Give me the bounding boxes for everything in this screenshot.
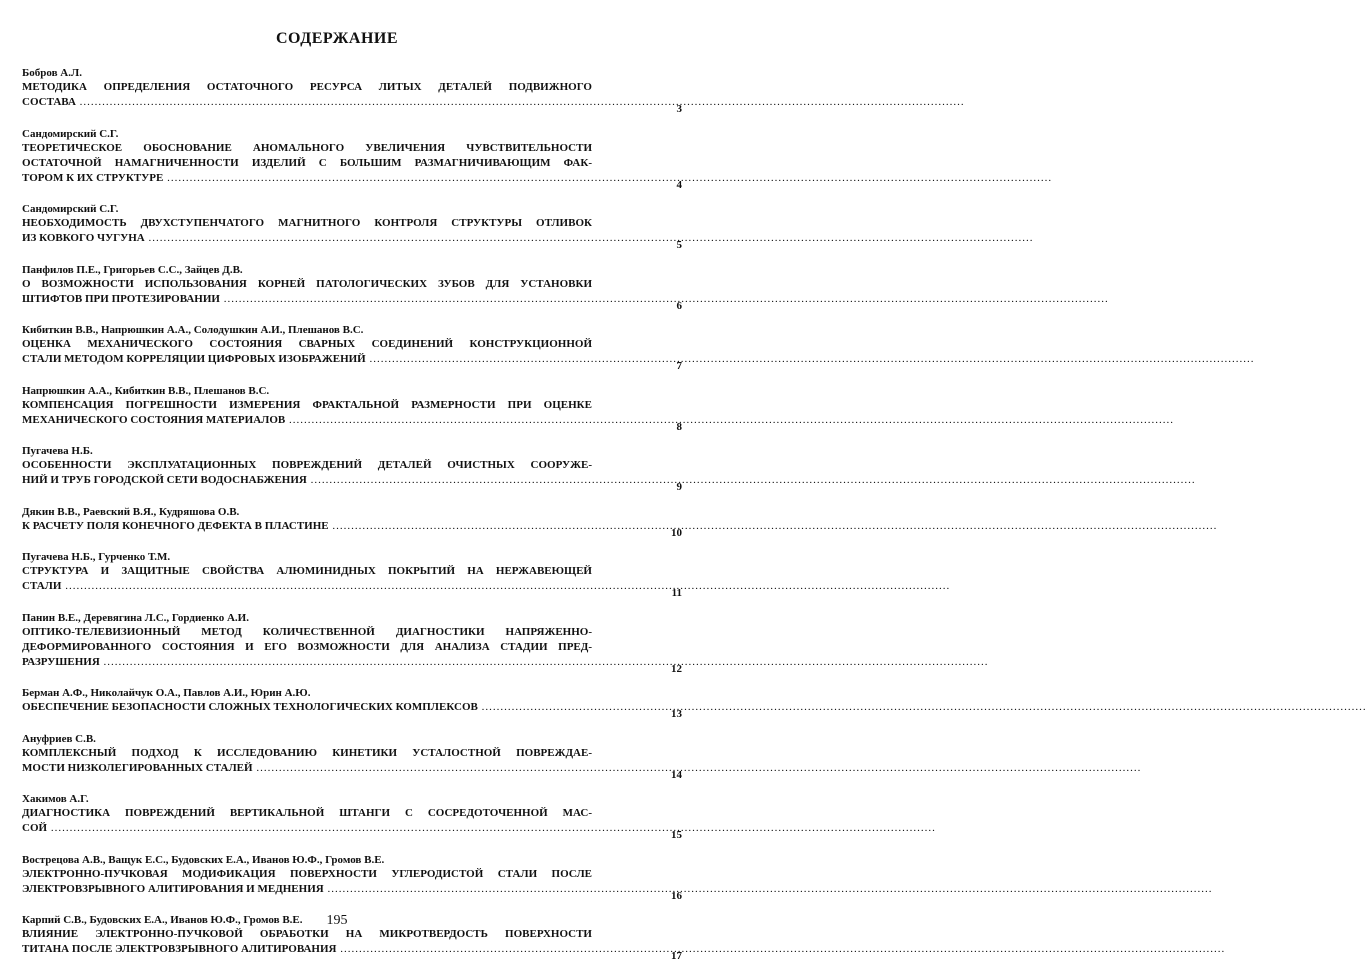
toc-entry-page-number: 3 — [676, 103, 682, 115]
toc-entry-title-line: СТРУКТУРА И ЗАЩИТНЫЕ СВОЙСТВА АЛЮМИНИДНЫХ ПОКРЫТИЙ НА НЕРЖАВЕЮЩЕЙ — [22, 565, 592, 577]
toc-entry-authors: Вострецова А.В., Ващук Е.С., Будовских Е.А., Иванов Ю.Ф., Громов В.Е. — [22, 853, 385, 866]
toc-entry-authors: Берман А.Ф., Николайчук О.А., Павлов А.И., Юрин А.Ю. — [22, 687, 311, 699]
page-number-footer: 195 — [326, 913, 348, 928]
toc-entry-title-line: ОСТАТОЧНОЙ НАМАГНИЧЕННОСТИ ИЗДЕЛИЙ С БОЛЬШИМ РАЗМАГНИЧИВАЮЩИМ ФАК- — [22, 156, 592, 169]
toc-entry-title-line: ВЛИЯНИЕ ЭЛЕКТРОННО-ПУЧКОВОЙ ОБРАБОТКИ НА МИКРОТВЕРДОСТЬ ПОВЕРХНОСТИ — [22, 928, 592, 940]
toc-list — [22, 66, 682, 974]
toc-entry-page-number: 11 — [671, 587, 682, 599]
toc-entry-title-line: СТАЛИ ..... — [22, 579, 592, 594]
toc-entry-authors: Ануфриев С.В. — [22, 732, 96, 745]
toc-entry-title-line: СОЙ ..... — [22, 821, 592, 836]
toc-entry-title-line: ОСОБЕННОСТИ ЭКСПЛУАТАЦИОННЫХ ПОВРЕЖДЕНИЙ ДЕТАЛЕЙ ОЧИСТНЫХ СООРУЖЕ- — [22, 459, 592, 471]
toc-entry-authors: Карпий С.В., Будовских Е.А., Иванов Ю.Ф., Громов В.Е. — [22, 914, 303, 926]
toc-entry-title-line: ДЕФОРМИРОВАННОГО СОСТОЯНИЯ И ЕГО ВОЗМОЖНОСТИ ДЛЯ АНАЛИЗА СТАДИИ ПРЕД- — [22, 640, 592, 653]
toc-entry-page-number: 4 — [676, 178, 682, 191]
toc-entry-page-number: 12 — [671, 662, 682, 675]
toc-entry-page-number: 13 — [671, 708, 682, 720]
toc-entry-title-line: НЕОБХОДИМОСТЬ ДВУХСТУПЕНЧАТОГО МАГНИТНОГО КОНТРОЛЯ СТРУКТУРЫ ОТЛИВОК — [22, 217, 592, 229]
toc-entry — [22, 550, 682, 599]
toc-entry — [22, 384, 682, 433]
toc-entry-page-number: 10 — [671, 526, 682, 539]
toc-entry-authors: Кибиткин В.В., Напрюшкин А.А., Солодушкин А.И., Плешанов В.С. — [22, 324, 364, 336]
toc-entry-authors: Сандомирский С.Г. — [22, 127, 119, 140]
toc-entry — [22, 732, 682, 781]
toc-entry — [22, 686, 682, 720]
toc-entry-authors: Панин В.Е., Деревягина Л.С., Гордиенко А.И. — [22, 611, 249, 624]
toc-entry-page-number: 6 — [676, 299, 682, 312]
toc-entry-title-line: ТОРОМ К ИХ СТРУКТУРЕ ..... — [22, 171, 592, 186]
toc-entry — [22, 792, 682, 841]
toc-entry-title-line: МЕТОДИКА ОПРЕДЕЛЕНИЯ ОСТАТОЧНОГО РЕСУРСА ЛИТЫХ ДЕТАЛЕЙ ПОДВИЖНОГО — [22, 81, 592, 93]
toc-entry-title-line: О ВОЗМОЖНОСТИ ИСПОЛЬЗОВАНИЯ КОРНЕЙ ПАТОЛОГИЧЕСКИХ ЗУБОВ ДЛЯ УСТАНОВКИ — [22, 277, 592, 290]
toc-entry-authors: Пугачева Н.Б., Гурченко Т.М. — [22, 551, 171, 563]
toc-entry-title-line: СТАЛИ МЕТОДОМ КОРРЕЛЯЦИИ ЦИФРОВЫХ ИЗОБРАЖЕНИЙ ..... — [22, 352, 592, 367]
toc-entry-page-number: 7 — [676, 360, 682, 372]
toc-entry-authors: Бобров А.Л. — [22, 67, 82, 79]
toc-entry — [22, 323, 682, 372]
toc-entry-title-line: СОСТАВА ..... — [22, 95, 592, 110]
toc-entry-page-number: 5 — [676, 239, 682, 251]
toc-entry-title-line: ШТИФТОВ ПРИ ПРОТЕЗИРОВАНИИ ..... — [22, 292, 592, 307]
toc-entry-title-line: РАЗРУШЕНИЯ ..... — [22, 655, 592, 670]
toc-entry-page-number: 14 — [671, 768, 682, 781]
toc-entry — [22, 444, 682, 493]
toc-entry-title-line: КОМПЛЕКСНЫЙ ПОДХОД К ИССЛЕДОВАНИЮ КИНЕТИКИ УСТАЛОСТНОЙ ПОВРЕЖДАЕ- — [22, 746, 592, 759]
toc-entry-title-line: МОСТИ НИЗКОЛЕГИРОВАННЫХ СТАЛЕЙ ..... — [22, 761, 592, 776]
toc-entry-title-line: К РАСЧЕТУ ПОЛЯ КОНЕЧНОГО ДЕФЕКТА В ПЛАСТИНЕ ..... — [22, 519, 592, 534]
toc-entry — [22, 853, 682, 902]
toc-entry-authors: Хакимов А.Г. — [22, 793, 89, 805]
toc-entry-authors: Панфилов П.Е., Григорьев С.С., Зайцев Д.В. — [22, 263, 243, 276]
toc-entry-page-number: 9 — [676, 481, 682, 493]
document-page — [0, 0, 682, 962]
toc-entry — [22, 202, 682, 251]
toc-entry — [22, 505, 682, 539]
toc-entry-title-line: НИЙ И ТРУБ ГОРОДСКОЙ СЕТИ ВОДОСНАБЖЕНИЯ ..... — [22, 473, 592, 488]
toc-entry-authors: Пугачева Н.Б. — [22, 445, 93, 457]
toc-entry-title-line: КОМПЕНСАЦИЯ ПОГРЕШНОСТИ ИЗМЕРЕНИЯ ФРАКТАЛЬНОЙ РАЗМЕРНОСТИ ПРИ ОЦЕНКЕ — [22, 398, 592, 411]
toc-entry-title-line: МЕХАНИЧЕСКОГО СОСТОЯНИЯ МАТЕРИАЛОВ ..... — [22, 413, 592, 428]
toc-entry — [22, 66, 682, 115]
toc-entry-page-number: 16 — [671, 889, 682, 902]
toc-entry-authors: Сандомирский С.Г. — [22, 203, 119, 215]
toc-entry — [22, 263, 682, 312]
toc-entry-title-line: ЭЛЕКТРОВЗРЫВНОГО АЛИТИРОВАНИЯ И МЕДНЕНИЯ ..... — [22, 882, 592, 897]
toc-entry-title-line: ЭЛЕКТРОННО-ПУЧКОВАЯ МОДИФИКАЦИЯ ПОВЕРХНОСТИ УГЛЕРОДИСТОЙ СТАЛИ ПОСЛЕ — [22, 867, 592, 880]
toc-entry-page-number: 8 — [676, 420, 682, 433]
toc-entry-title-line: ОБЕСПЕЧЕНИЕ БЕЗОПАСНОСТИ СЛОЖНЫХ ТЕХНОЛОГИЧЕСКИХ КОМПЛЕКСОВ ..... — [22, 700, 592, 715]
toc-entry-title-line: ОЦЕНКА МЕХАНИЧЕСКОГО СОСТОЯНИЯ СВАРНЫХ СОЕДИНЕНИЙ КОНСТРУКЦИОННОЙ — [22, 338, 592, 350]
toc-entry-page-number: 17 — [671, 950, 682, 962]
toc-entry-authors: Дякин В.В., Раевский В.Я., Кудряшова О.В. — [22, 505, 240, 518]
toc-entry — [22, 611, 682, 675]
toc-entry-title-line: ОПТИКО-ТЕЛЕВИЗИОННЫЙ МЕТОД КОЛИЧЕСТВЕННОЙ ДИАГНОСТИКИ НАПРЯЖЕННО- — [22, 625, 592, 638]
toc-entry-authors: Напрюшкин А.А., Кибиткин В.В., Плешанов В.С. — [22, 384, 270, 397]
toc-entry-title-line: ТИТАНА ПОСЛЕ ЭЛЕКТРОВЗРЫВНОГО АЛИТИРОВАНИЯ ..... — [22, 942, 592, 957]
page-title: СОДЕРЖАНИЕ — [275, 30, 399, 47]
toc-entry-title-line: ТЕОРЕТИЧЕСКОЕ ОБОСНОВАНИЕ АНОМАЛЬНОГО УВЕЛИЧЕНИЯ ЧУВСТВИТЕЛЬНОСТИ — [22, 141, 592, 154]
toc-entry-page-number: 15 — [671, 829, 682, 841]
toc-entry-title-line: ДИАГНОСТИКА ПОВРЕЖДЕНИЙ ВЕРТИКАЛЬНОЙ ШТАНГИ С СОСРЕДОТОЧЕННОЙ МАС- — [22, 807, 592, 819]
toc-entry-title-line: ИЗ КОВКОГО ЧУГУНА ..... — [22, 231, 592, 246]
toc-entry — [22, 127, 682, 191]
